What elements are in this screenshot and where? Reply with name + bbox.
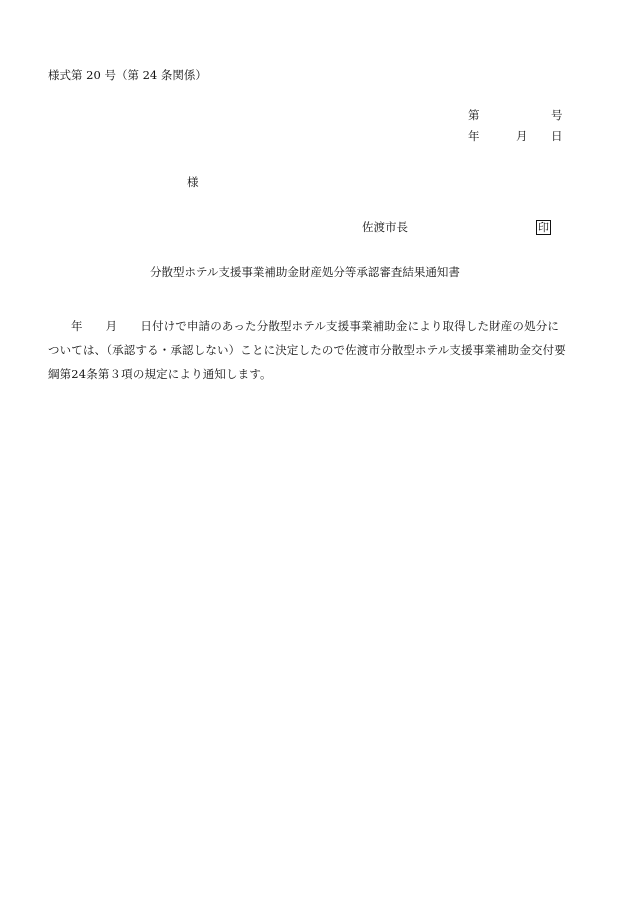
issuer-name: 佐渡市長 (362, 220, 408, 234)
date-day-label: 日 (551, 129, 563, 143)
addressee-honorific: 様 (187, 175, 199, 189)
document-title: 分散型ホテル支援事業補助金財産処分等承認審査結果通知書 (150, 265, 460, 279)
document-number-suffix: 号 (551, 108, 563, 122)
date-month-label: 月 (516, 129, 528, 143)
body-line-1-text: 日付けで申請のあった分散型ホテル支援事業補助金により取得した財産の処分に (140, 319, 560, 333)
form-number: 様式第 20 号（第 24 条関係） (48, 68, 207, 82)
document-number-label: 第 (468, 108, 480, 122)
body-line-2: ついては、（承認する・承認しない）ことに決定したので佐渡市分散型ホテル支援事業補助金交付要 (48, 343, 566, 357)
body-year: 年 (71, 319, 83, 333)
body-line-3: 綱第24条第３項の規定により通知します。 (48, 367, 272, 381)
notice-body (48, 314, 568, 386)
seal-mark: 印 (538, 221, 549, 234)
body-line-1 (48, 314, 568, 338)
body-month: 月 (105, 319, 118, 333)
date-year-label: 年 (468, 129, 480, 143)
